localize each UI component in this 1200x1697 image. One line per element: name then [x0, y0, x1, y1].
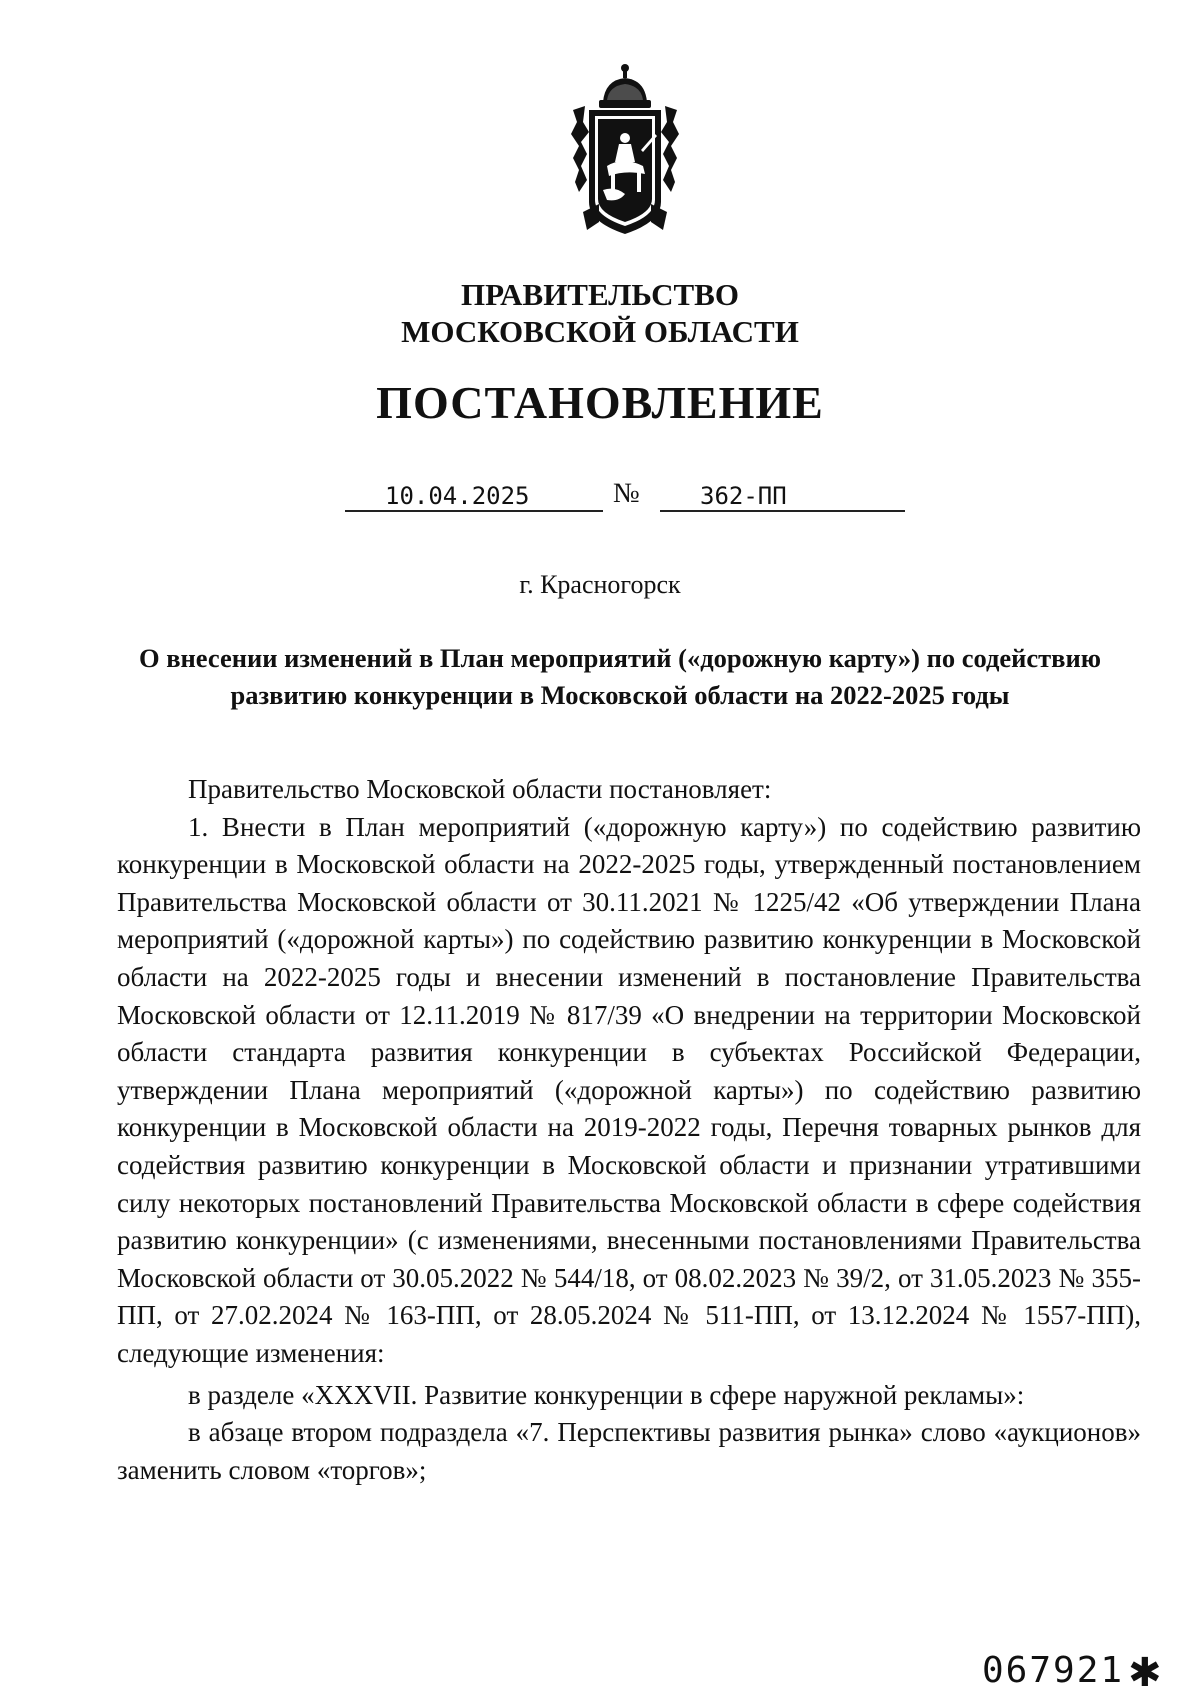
serial-mark: ✱	[1128, 1650, 1162, 1696]
number-sign: №	[613, 478, 640, 509]
body-paragraph: в разделе «XXXVII. Развитие конкуренции в сфере наружной рекламы»:	[188, 1379, 1025, 1410]
number-field	[660, 478, 905, 512]
document-type-heading: ПОСТАНОВЛЕНИЕ	[376, 377, 824, 428]
document-date: 10.04.2025	[385, 482, 530, 510]
city-name: г. Красногорск	[519, 570, 681, 599]
government-name-line1: ПРАВИТЕЛЬСТВО	[461, 277, 739, 312]
coat-of-arms-emblem	[563, 62, 687, 240]
government-name-line2: МОСКОВСКОЙ ОБЛАСТИ	[401, 314, 799, 349]
date-number-line	[345, 478, 905, 514]
document-title-line2: развитию конкуренции в Московской области на 2022-2025 годы	[230, 680, 1010, 710]
document-number: 362-ПП	[700, 482, 787, 510]
body-paragraph: Правительство Московской области постановляет:	[188, 774, 772, 804]
serial-number: 067921	[982, 1650, 1125, 1691]
body-paragraph: 1. Внести в План мероприятий («дорожную карту») по содействию развитию конкуренции в Московской области на 2022-2025 годы, утвержденный постановлением Правительства Московской области от 30.11.2021 № 1225/42 «Об утверждении Плана мероприятий («дорожной карты») по содействию развитию конкуренции в Московской области на 2022-2025 годы и внесении изменений в постановление Правительства Московской области от 12.11.2019 № 817/39 «О внедрении на территории Московской области стандарта развития конкуренции в субъектах Российской Федерации, утверждении Плана мероприятий («дорожной карты») по содействию развитию конкуренции в Московской области на 2019-2022 годы, Перечня товарных рынков для содействия развитию конкуренции в Московской области и признании утратившими силу некоторых постановлений Правительства Московской области в сфере содействия развитию конкуренции» (с изменениями, внесенными постановлениями Правительства Московской области от 30.05.2022 № 544/18, от 08.02.2023 № 39/2, от 31.05.2023 № 355-ПП, от 27.02.2024 № 163-ПП, от 28.05.2024 № 511-ПП, от 13.12.2024 № 1557-ПП), следующие изменения:	[117, 811, 1141, 1368]
body-paragraph: в абзаце втором подраздела «7. Перспективы развития рынка» слово «аукционов» заменить словом «торгов»;	[117, 1417, 1141, 1485]
document-title	[100, 640, 1140, 714]
date-field	[345, 478, 603, 512]
document-body	[117, 771, 1141, 1489]
document-title-line1: О внесении изменений в План мероприятий («дорожную карту») по содействию	[138, 643, 1102, 673]
